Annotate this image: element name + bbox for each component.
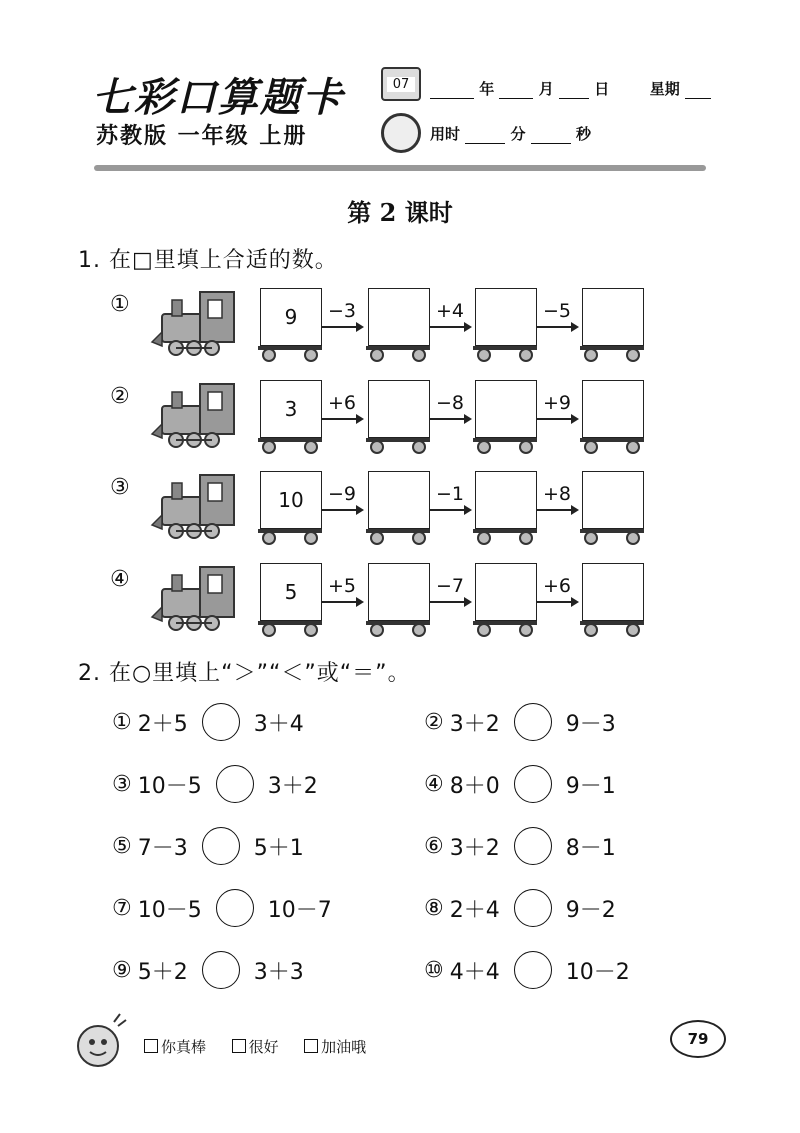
wheel-icon <box>519 623 533 637</box>
wheel-icon <box>262 623 276 637</box>
header-divider <box>94 165 706 171</box>
answer-box[interactable] <box>475 288 537 346</box>
arrow-icon <box>322 601 362 603</box>
wheel-icon <box>262 531 276 545</box>
right-expression: 10－2 <box>565 959 630 985</box>
item-label: ① <box>112 709 132 735</box>
item-label: ⑧ <box>424 895 444 921</box>
answer-circle[interactable] <box>216 765 254 803</box>
operation-label: +8 <box>543 483 572 505</box>
year-blank[interactable] <box>430 84 474 99</box>
wheel-icon <box>262 440 276 454</box>
operation-label: +6 <box>328 392 357 414</box>
operation-label: +9 <box>543 392 572 414</box>
calendar-icon <box>381 67 421 101</box>
answer-circle[interactable] <box>514 951 552 989</box>
answer-circle[interactable] <box>514 765 552 803</box>
right-expression: 9－3 <box>565 711 616 737</box>
wheel-icon <box>626 623 640 637</box>
operation-label: −9 <box>328 483 357 505</box>
answer-box[interactable] <box>368 563 430 621</box>
wheel-icon <box>304 440 318 454</box>
arrow-icon <box>537 601 577 603</box>
locomotive-icon <box>150 563 242 635</box>
item-label: ③ <box>112 771 132 797</box>
mascot-icon <box>74 1010 128 1072</box>
answer-circle[interactable] <box>202 703 240 741</box>
checkbox-good[interactable] <box>232 1039 246 1053</box>
comparison-item <box>112 827 304 865</box>
clock-icon <box>381 113 421 153</box>
wheel-icon <box>519 531 533 545</box>
left-expression: 3＋2 <box>449 711 500 737</box>
item-label: ⑦ <box>112 895 132 921</box>
answer-box[interactable] <box>582 380 644 438</box>
answer-box[interactable] <box>368 380 430 438</box>
wheel-icon <box>584 623 598 637</box>
arrow-icon <box>430 418 470 420</box>
operation-label: −1 <box>436 483 465 505</box>
day-label: 日 <box>594 80 610 98</box>
start-number: 3 <box>260 380 322 438</box>
answer-circle[interactable] <box>514 827 552 865</box>
item-label: ⑩ <box>424 957 444 983</box>
brand-logo: 七彩口算题卡 <box>92 74 344 121</box>
comparison-item <box>424 765 616 803</box>
answer-circle[interactable] <box>202 951 240 989</box>
left-expression: 7－3 <box>137 835 188 861</box>
row-label: ③ <box>110 475 130 500</box>
left-expression: 4＋4 <box>449 959 500 985</box>
arrow-icon <box>430 509 470 511</box>
arrow-icon <box>430 326 470 328</box>
wheel-icon <box>370 440 384 454</box>
answer-circle[interactable] <box>202 827 240 865</box>
time-line <box>430 123 591 144</box>
right-expression: 3＋4 <box>253 711 304 737</box>
minutes-blank[interactable] <box>465 129 505 144</box>
operation-label: +4 <box>436 300 465 322</box>
answer-box[interactable] <box>368 471 430 529</box>
wheel-icon <box>519 440 533 454</box>
row-label: ② <box>110 384 130 409</box>
comparison-item <box>112 765 318 803</box>
comparison-item <box>424 703 616 741</box>
answer-circle[interactable] <box>514 703 552 741</box>
page-number: 79 <box>670 1020 726 1058</box>
right-expression: 3＋2 <box>267 773 318 799</box>
comparison-item <box>112 703 304 741</box>
item-label: ④ <box>424 771 444 797</box>
right-expression: 5＋1 <box>253 835 304 861</box>
weekday-blank[interactable] <box>685 84 711 99</box>
answer-box[interactable] <box>475 380 537 438</box>
day-blank[interactable] <box>559 84 589 99</box>
train-row <box>110 288 650 368</box>
checkbox-keep-going[interactable] <box>304 1039 318 1053</box>
arrow-icon <box>322 326 362 328</box>
month-blank[interactable] <box>499 84 533 99</box>
month-label: 月 <box>538 80 554 98</box>
check-good-label: 很好 <box>248 1038 279 1056</box>
operation-label: −7 <box>436 575 465 597</box>
wheel-icon <box>370 531 384 545</box>
wheel-icon <box>584 440 598 454</box>
wheel-icon <box>477 348 491 362</box>
left-expression: 5＋2 <box>137 959 188 985</box>
wheel-icon <box>626 440 640 454</box>
answer-box[interactable] <box>582 471 644 529</box>
right-expression: 8－1 <box>565 835 616 861</box>
year-label: 年 <box>479 80 495 98</box>
left-expression: 3＋2 <box>449 835 500 861</box>
start-number: 9 <box>260 288 322 346</box>
right-expression: 9－2 <box>565 897 616 923</box>
left-expression: 2＋4 <box>449 897 500 923</box>
arrow-icon <box>322 509 362 511</box>
answer-box[interactable] <box>582 563 644 621</box>
left-expression: 10－5 <box>137 773 202 799</box>
locomotive-icon <box>150 380 242 452</box>
q2-title: 2. 在○里填上“＞”“＜”或“＝”。 <box>78 661 411 686</box>
wheel-icon <box>584 531 598 545</box>
wheel-icon <box>412 440 426 454</box>
start-number: 5 <box>260 563 322 621</box>
wheel-icon <box>626 531 640 545</box>
wheel-icon <box>304 623 318 637</box>
item-label: ⑤ <box>112 833 132 859</box>
wheel-icon <box>477 531 491 545</box>
date-line <box>430 78 711 99</box>
item-label: ⑨ <box>112 957 132 983</box>
operation-label: +6 <box>543 575 572 597</box>
q1-title: 1. 在□里填上合适的数。 <box>78 248 338 273</box>
wheel-icon <box>477 623 491 637</box>
row-label: ④ <box>110 567 130 592</box>
start-number: 10 <box>260 471 322 529</box>
wheel-icon <box>370 348 384 362</box>
lesson-title: 第 2 课时 <box>347 198 453 227</box>
operation-label: −8 <box>436 392 465 414</box>
calendar-day: 07 <box>387 77 415 92</box>
operation-label: −3 <box>328 300 357 322</box>
wheel-icon <box>519 348 533 362</box>
weekday-label: 星期 <box>649 80 680 98</box>
time-label: 用时 <box>430 125 461 143</box>
train-row <box>110 471 650 551</box>
checkbox-great[interactable] <box>144 1039 158 1053</box>
answer-box[interactable] <box>475 563 537 621</box>
train-row <box>110 563 650 643</box>
comparison-item <box>112 951 304 989</box>
check-keep-going-label: 加油哦 <box>321 1038 367 1056</box>
wheel-icon <box>304 531 318 545</box>
item-label: ② <box>424 709 444 735</box>
check-great-label: 你真棒 <box>161 1038 207 1056</box>
wheel-icon <box>626 348 640 362</box>
seconds-label: 秒 <box>575 125 591 143</box>
comparison-item <box>424 827 616 865</box>
minutes-label: 分 <box>510 125 526 143</box>
arrow-icon <box>322 418 362 420</box>
wheel-icon <box>477 440 491 454</box>
right-expression: 10－7 <box>267 897 332 923</box>
wheel-icon <box>412 623 426 637</box>
left-expression: 10－5 <box>137 897 202 923</box>
answer-circle[interactable] <box>514 889 552 927</box>
arrow-icon <box>430 601 470 603</box>
wheel-icon <box>370 623 384 637</box>
locomotive-icon <box>150 471 242 543</box>
seconds-blank[interactable] <box>531 129 571 144</box>
edition-subtitle: 苏教版 一年级 上册 <box>96 124 308 149</box>
wheel-icon <box>304 348 318 362</box>
answer-box[interactable] <box>475 471 537 529</box>
comparison-item <box>424 951 630 989</box>
item-label: ⑥ <box>424 833 444 859</box>
wheel-icon <box>412 348 426 362</box>
operation-label: −5 <box>543 300 572 322</box>
answer-box[interactable] <box>368 288 430 346</box>
arrow-icon <box>537 326 577 328</box>
comparison-item <box>112 889 332 927</box>
rating-checkboxes <box>144 1036 366 1057</box>
locomotive-icon <box>150 288 242 360</box>
arrow-icon <box>537 509 577 511</box>
answer-circle[interactable] <box>216 889 254 927</box>
wheel-icon <box>262 348 276 362</box>
row-label: ① <box>110 292 130 317</box>
right-expression: 3＋3 <box>253 959 304 985</box>
right-expression: 9－1 <box>565 773 616 799</box>
comparison-item <box>424 889 616 927</box>
wheel-icon <box>584 348 598 362</box>
operation-label: +5 <box>328 575 357 597</box>
left-expression: 8＋0 <box>449 773 500 799</box>
arrow-icon <box>537 418 577 420</box>
left-expression: 2＋5 <box>137 711 188 737</box>
train-row <box>110 380 650 460</box>
answer-box[interactable] <box>582 288 644 346</box>
wheel-icon <box>412 531 426 545</box>
